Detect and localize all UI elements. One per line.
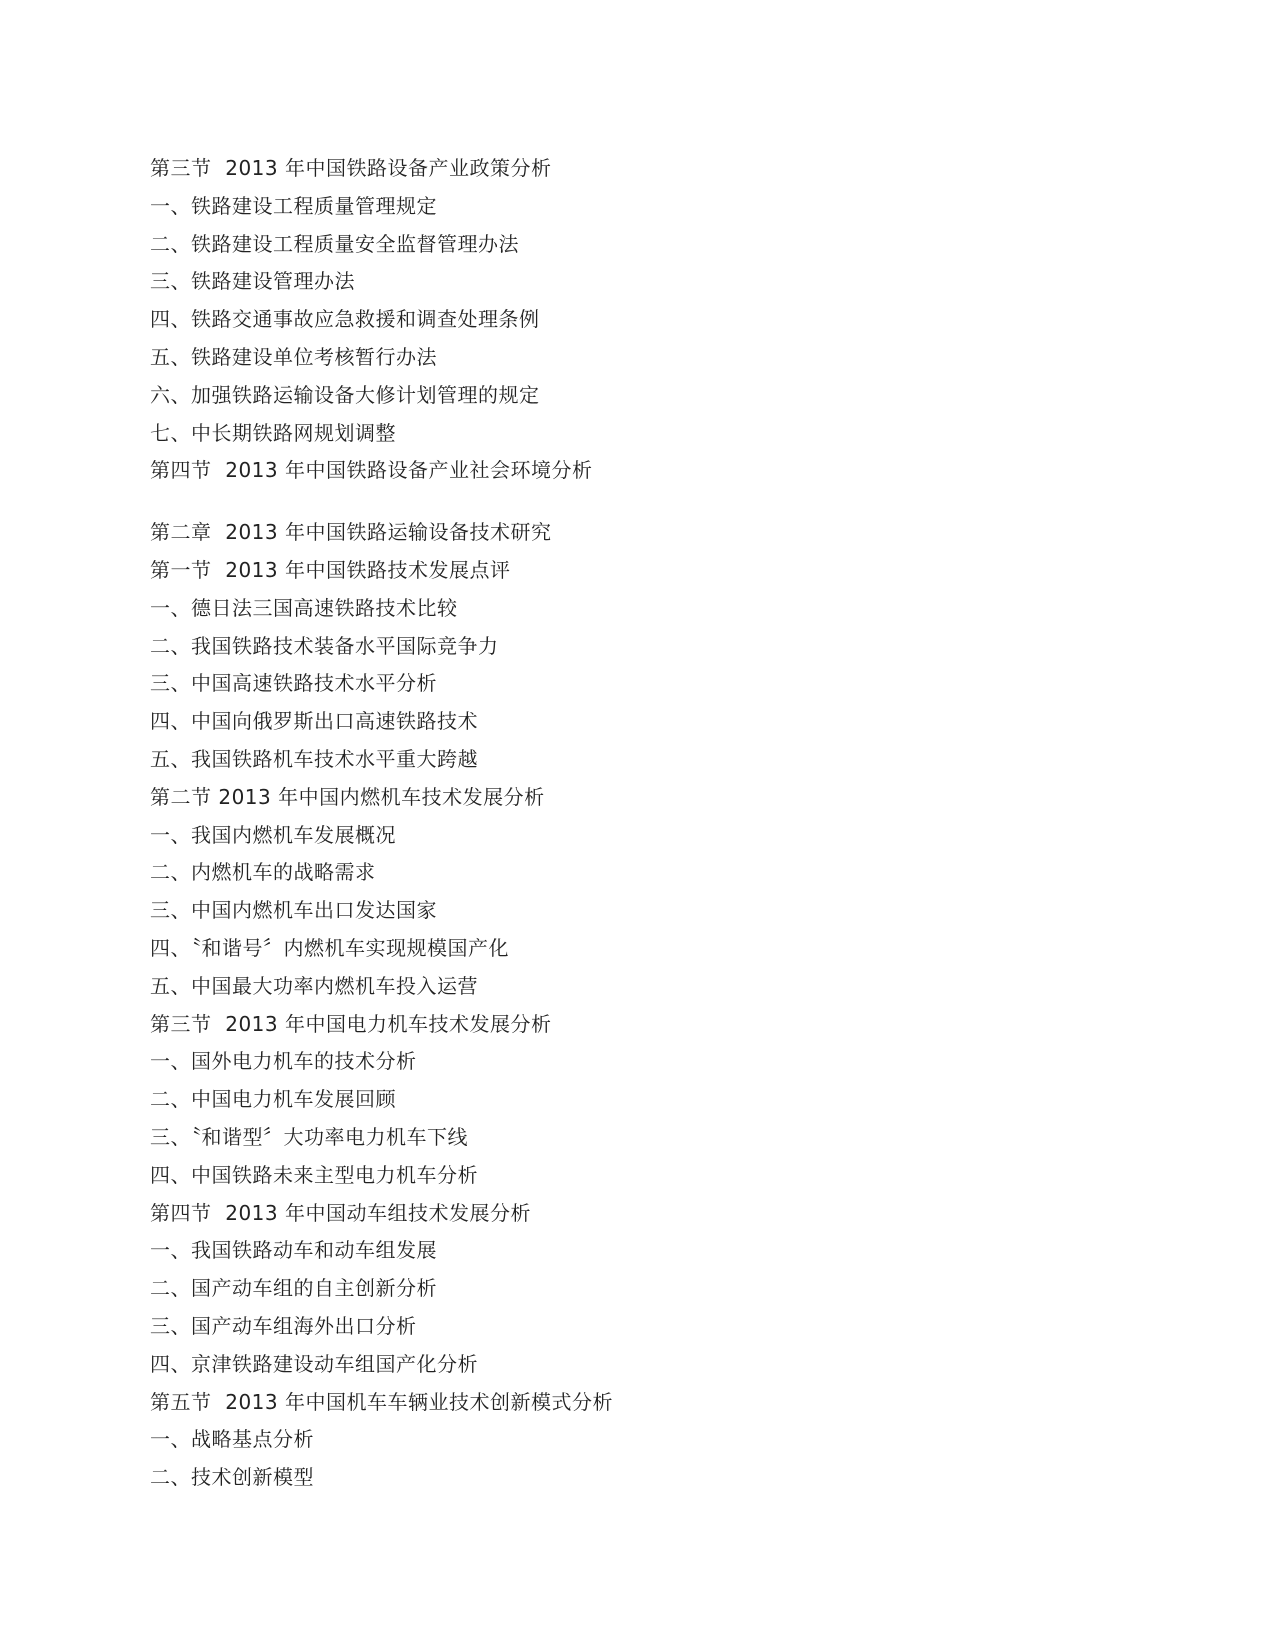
toc-line: 三、铁路建设管理办法 bbox=[150, 269, 355, 294]
toc-line: 三、〝和谐型〞大功率电力机车下线 bbox=[150, 1124, 468, 1149]
toc-line: 二、国产动车组的自主创新分析 bbox=[150, 1276, 437, 1301]
toc-line: 四、中国铁路未来主型电力机车分析 bbox=[150, 1162, 478, 1187]
table-of-contents bbox=[150, 150, 1150, 1497]
toc-line: 第二章 2013 年中国铁路运输设备技术研究 bbox=[150, 520, 552, 545]
toc-line: 第二节 2013 年中国内燃机车技术发展分析 bbox=[150, 784, 545, 809]
toc-line: 二、内燃机车的战略需求 bbox=[150, 860, 376, 885]
toc-line: 三、中国高速铁路技术水平分析 bbox=[150, 671, 437, 696]
toc-line: 五、我国铁路机车技术水平重大跨越 bbox=[150, 746, 478, 771]
toc-line: 二、中国电力机车发展回顾 bbox=[150, 1087, 396, 1112]
toc-line: 第三节 2013 年中国铁路设备产业政策分析 bbox=[150, 156, 552, 180]
section-gap bbox=[150, 490, 1150, 514]
toc-line: 第一节 2013 年中国铁路技术发展点评 bbox=[150, 557, 511, 582]
toc-line: 四、〝和谐号〞内燃机车实现规模国产化 bbox=[150, 935, 509, 960]
toc-line: 七、中长期铁路网规划调整 bbox=[150, 420, 396, 445]
toc-line: 二、铁路建设工程质量安全监督管理办法 bbox=[150, 231, 519, 256]
toc-line: 五、铁路建设单位考核暂行办法 bbox=[150, 344, 437, 369]
toc-line: 一、铁路建设工程质量管理规定 bbox=[150, 193, 437, 218]
toc-line: 第四节 2013 年中国动车组技术发展分析 bbox=[150, 1200, 531, 1225]
toc-line: 三、国产动车组海外出口分析 bbox=[150, 1313, 417, 1338]
toc-line: 二、技术创新模型 bbox=[150, 1465, 314, 1490]
toc-line: 四、中国向俄罗斯出口高速铁路技术 bbox=[150, 709, 478, 734]
toc-line: 六、加强铁路运输设备大修计划管理的规定 bbox=[150, 382, 540, 407]
toc-line: 一、国外电力机车的技术分析 bbox=[150, 1049, 417, 1074]
toc-line: 三、中国内燃机车出口发达国家 bbox=[150, 898, 437, 923]
toc-line: 一、战略基点分析 bbox=[150, 1427, 314, 1452]
toc-line: 五、中国最大功率内燃机车投入运营 bbox=[150, 973, 478, 998]
toc-line: 第三节 2013 年中国电力机车技术发展分析 bbox=[150, 1011, 552, 1036]
toc-line: 四、铁路交通事故应急救援和调查处理条例 bbox=[150, 307, 540, 332]
toc-line: 二、我国铁路技术装备水平国际竞争力 bbox=[150, 633, 499, 658]
toc-line: 一、德日法三国高速铁路技术比较 bbox=[150, 595, 458, 620]
toc-line: 一、我国铁路动车和动车组发展 bbox=[150, 1238, 437, 1263]
toc-line: 第五节 2013 年中国机车车辆业技术创新模式分析 bbox=[150, 1389, 613, 1414]
toc-line: 一、我国内燃机车发展概况 bbox=[150, 822, 396, 847]
toc-line: 四、京津铁路建设动车组国产化分析 bbox=[150, 1351, 478, 1376]
toc-line: 第四节 2013 年中国铁路设备产业社会环境分析 bbox=[150, 458, 593, 483]
